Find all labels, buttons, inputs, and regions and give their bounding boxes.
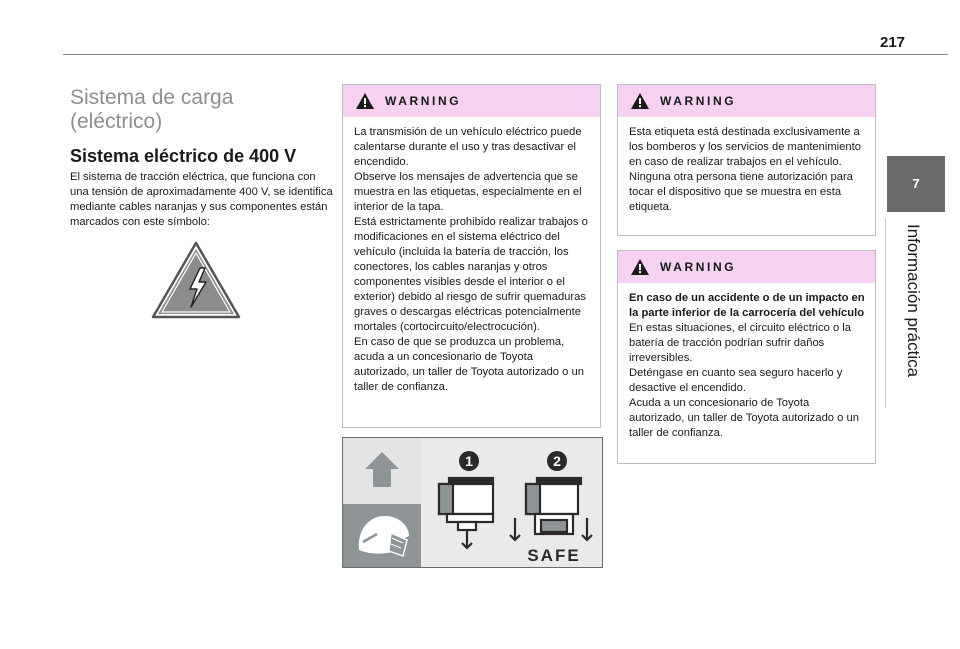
warning-paragraph: Acuda a un concesionario de Toyota autorizado, un taller de Toyota autorizado o un taller de confianza.: [629, 397, 859, 439]
side-rule: [885, 218, 886, 408]
top-rule: [63, 54, 948, 55]
warning-paragraph: La transmisión de un vehículo eléctrico puede calentarse durante el uso y tras desactivar el encendido.: [354, 126, 582, 168]
warning-heading: En caso de un accidente o de un impacto en la parte inferior de la carrocería del vehículo: [629, 292, 865, 319]
warning-header: [618, 251, 875, 283]
warning-triangle-icon: [630, 258, 650, 276]
warning-paragraph: Está estrictamente prohibido realizar trabajos o modificaciones en el sistema eléctrico del vehículo (incluida la batería de tracción, los conectores, los cables naranjas y otros componentes visibles desde el interior o el exterior) debido al riesgo de sufrir quemaduras graves o descargas eléctricas potencialmente mortales (cortocircuito/electrocución).: [354, 216, 588, 333]
warning-body: [618, 117, 875, 223]
safety-label-figure: [342, 437, 603, 568]
marker-2: 2: [553, 453, 561, 469]
warning-paragraph: Esta etiqueta está destinada exclusivamente a los bomberos y los servicios de mantenimiento en caso de realizar trabajos en el vehículo.: [629, 126, 861, 168]
warning-paragraph: Observe los mensajes de advertencia que se muestra en las etiquetas, especialmente en el interior de la tapa.: [354, 171, 582, 213]
safety-label-illustration: [343, 438, 603, 568]
subsection-title: Sistema eléctrico de 400 V: [70, 146, 297, 166]
warning-header: [618, 85, 875, 117]
marker-1: 1: [465, 453, 473, 469]
warning-box-label: [617, 84, 876, 236]
warning-paragraph: Deténgase en cuanto sea seguro hacerlo y desactive el encendido.: [629, 367, 843, 394]
warning-box-accident: [617, 250, 876, 464]
intro-text: El sistema de tracción eléctrica, que funciona con una tensión de aproximadamente 400 V, se identifica mediante cables naranjas y sus componentes están marcados con este símbolo:: [70, 171, 333, 228]
warning-label: WARNING: [385, 94, 462, 108]
warning-triangle-icon: [630, 92, 650, 110]
warning-header: [343, 85, 600, 117]
warning-body: [618, 283, 875, 449]
chapter-title: Información práctica: [904, 224, 923, 378]
warning-paragraph: En caso de que se produzca un problema, acuda a un concesionario de Toyota autorizado, un taller de Toyota autorizado o un taller de confianza.: [354, 336, 584, 393]
page-number: 217: [880, 34, 906, 51]
warning-paragraph: En estas situaciones, el circuito eléctrico o la batería de tracción podrían sufrir daños irreversibles.: [629, 322, 851, 364]
section-title: Sistema de carga (eléctrico): [70, 86, 234, 133]
warning-label: WARNING: [660, 260, 737, 274]
high-voltage-triangle-icon: [150, 240, 242, 320]
warning-paragraph: Ninguna otra persona tiene autorización para tocar el dispositivo que se muestra en esta etiqueta.: [629, 171, 853, 213]
warning-label: WARNING: [660, 94, 737, 108]
warning-box-transmission: [342, 84, 601, 428]
chapter-tab[interactable]: 7: [887, 156, 945, 212]
warning-triangle-icon: [355, 92, 375, 110]
safe-label: SAFE: [527, 546, 581, 565]
warning-body: [343, 117, 600, 403]
